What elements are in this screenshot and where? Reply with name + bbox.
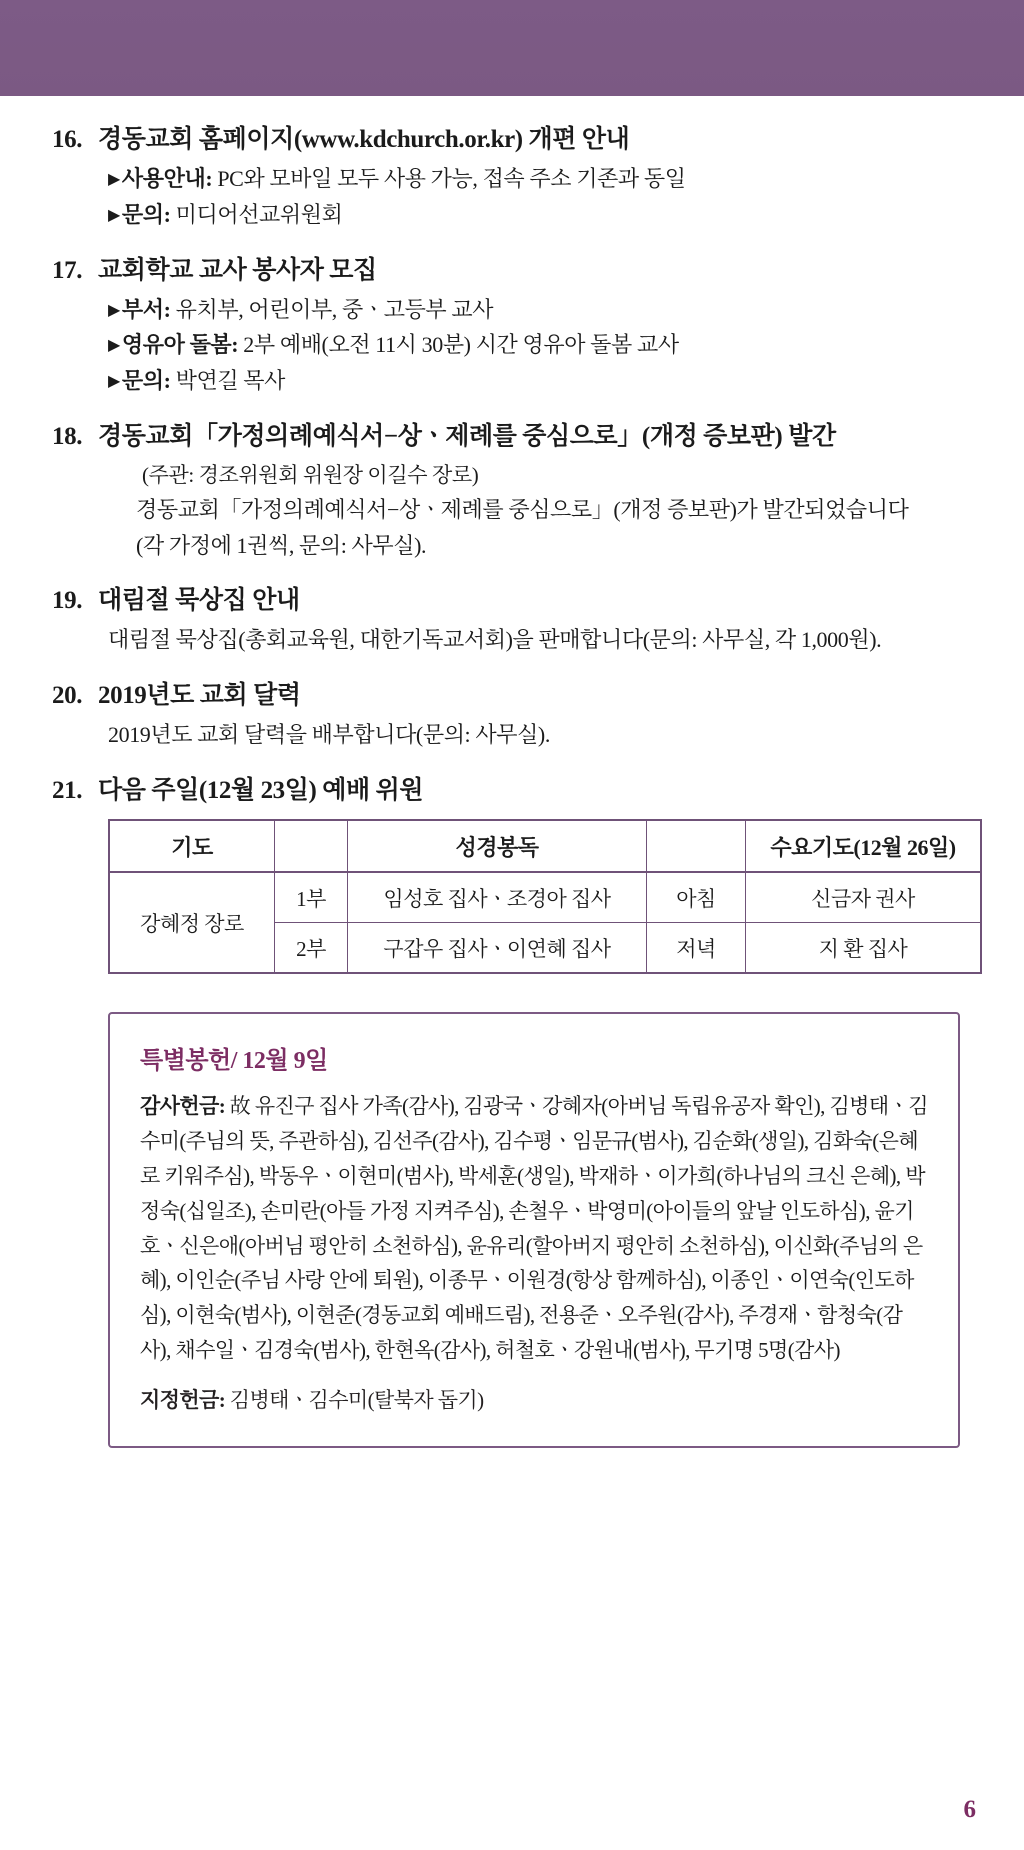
article-18-number: 18. bbox=[52, 422, 83, 450]
article-17-line-3-text: 박연길 목사 bbox=[170, 368, 286, 393]
article-18-organizer: (주관: 경조위원회 위원장 이길수 장로) bbox=[142, 462, 479, 487]
cell-service-1: 1부 bbox=[275, 872, 348, 923]
cell-person-1: 신금자 권사 bbox=[746, 872, 982, 923]
duty-table-head bbox=[109, 820, 981, 872]
table-row bbox=[109, 872, 981, 923]
article-16 bbox=[52, 122, 972, 233]
article-19-heading: 대림절 묵상집 안내 bbox=[98, 587, 300, 615]
header-spacer bbox=[275, 820, 348, 872]
article-20 bbox=[52, 678, 972, 753]
cell-prayer-name: 강혜정 장로 bbox=[109, 872, 275, 973]
offering-thanks bbox=[140, 1089, 928, 1368]
article-19 bbox=[52, 583, 972, 658]
article-19-title bbox=[52, 583, 972, 619]
cell-service-2: 2부 bbox=[275, 923, 348, 974]
article-20-heading: 2019년도 교회 달력 bbox=[98, 682, 301, 710]
duty-table-wrapper bbox=[108, 819, 964, 974]
article-16-line-2 bbox=[52, 197, 972, 233]
cell-person-2: 지 환 집사 bbox=[746, 923, 982, 974]
article-16-line-1-text: PC와 모바일 모두 사용 가능, 접속 주소 기존과 동일 bbox=[212, 166, 686, 192]
article-17-line-1-text: 유치부, 어린이부, 중ㆍ고등부 교사 bbox=[170, 296, 494, 322]
article-21 bbox=[52, 773, 972, 809]
header-wednesday-prayer: 수요기도(12월 26일) bbox=[746, 820, 982, 872]
article-16-title bbox=[52, 122, 972, 158]
header-band-fill bbox=[0, 0, 1024, 96]
article-16-line-2-text: 미디어선교위원회 bbox=[170, 201, 343, 227]
offering-title: 특별봉헌/ 12월 9일 bbox=[140, 1048, 328, 1075]
article-17-line-2 bbox=[52, 327, 972, 363]
article-20-number: 20. bbox=[52, 682, 83, 710]
article-18-body-2: (각 가정에 1권씩, 문의: 사무실). bbox=[136, 532, 427, 558]
offering-designated bbox=[140, 1384, 928, 1418]
article-18-heading: 경동교회「가정의례예식서−상ㆍ제례를 중심으로」(개정 증보판) 발간 bbox=[98, 422, 836, 450]
header-band bbox=[0, 0, 1024, 96]
article-17-number: 17. bbox=[52, 256, 83, 284]
article-17-heading: 교회학교 교사 봉사자 모집 bbox=[98, 256, 377, 284]
offering-thanks-text: 故 유진구 집사 가족(감사), 김광국ㆍ강혜자(아버님 독립유공자 확인), 김병태ㆍ김수미(주님의 뜻, 주관하심), 김선주(감사), 김수평ㆍ임문규(범사), 김순화(생일), 김화숙(은혜로 키워주심), 박동우ㆍ이현미(범사), 박세훈(생일), 박재하ㆍ이가희(하나님의 크신 은혜), 박정숙(십일조), 손미란(아들 가정 지켜주심), 손철우ㆍ박영미(아이들의 앞날 인도하심), 윤기호ㆍ신은애(아버님 평안히 소천하심), 윤유리(할아버지 평안히 소천하심), 이신화(주님의 은혜), 이인순(주님 사랑 안에 퇴원), 이종무ㆍ이원경(항상 함께하심), 이종인ㆍ이연숙(인도하심), 이현숙(범사), 이현준(경동교회 예배드림), 전용준ㆍ오주원(감사), 주경재ㆍ함청숙(감사), 채수일ㆍ김경숙(범사), 한현옥(감사), 허철호ㆍ강원내(범사), 무기명 5명(감사) bbox=[140, 1094, 928, 1363]
article-16-line-1 bbox=[52, 161, 972, 197]
article-18 bbox=[52, 419, 972, 564]
duty-table bbox=[108, 819, 982, 974]
page-content bbox=[52, 96, 972, 1448]
article-16-heading: 경동교회 홈페이지(www.kdchurch.or.kr) 개편 안내 bbox=[98, 126, 630, 153]
article-20-body: 2019년도 교회 달력을 배부합니다(문의: 사무실). bbox=[108, 722, 550, 748]
cell-time-2: 저녁 bbox=[647, 923, 746, 974]
cell-time-1: 아침 bbox=[647, 872, 746, 923]
article-17-title bbox=[52, 253, 972, 289]
article-17-line-1 bbox=[52, 292, 972, 328]
article-21-number: 21. bbox=[52, 776, 83, 804]
article-21-title bbox=[52, 773, 972, 809]
offering-designated-label: 지정헌금: bbox=[140, 1388, 226, 1413]
article-17-line-2-label: 영유아 돌봄: bbox=[121, 332, 239, 358]
article-17-line-3 bbox=[52, 363, 972, 399]
article-16-number: 16. bbox=[52, 126, 83, 153]
article-20-title bbox=[52, 678, 972, 714]
triangle-bullet-icon: ▶ bbox=[108, 337, 120, 355]
duty-table-body bbox=[109, 872, 981, 973]
article-17-line-1-label: 부서: bbox=[121, 296, 171, 322]
article-21-heading: 다음 주일(12월 23일) 예배 위원 bbox=[98, 776, 424, 804]
header-prayer: 기도 bbox=[109, 820, 275, 872]
article-16-line-2-label: 문의: bbox=[121, 201, 171, 227]
special-offering-box bbox=[108, 1012, 960, 1447]
article-17-line-2-text: 2부 예배(오전 11시 30분) 시간 영유아 돌봄 교사 bbox=[238, 332, 679, 358]
article-16-line-1-label: 사용안내: bbox=[121, 166, 213, 192]
article-18-body-1: 경동교회「가정의례예식서−상ㆍ제례를 중심으로」(개정 증보판)가 발간되었습니다 bbox=[136, 496, 909, 522]
triangle-bullet-icon: ▶ bbox=[108, 206, 120, 224]
triangle-bullet-icon: ▶ bbox=[108, 373, 120, 390]
article-19-body: 대림절 묵상집(총회교육원, 대한기독교서회)을 판매합니다(문의: 사무실, 각 1,000원). bbox=[108, 627, 882, 653]
page-number: 6 bbox=[963, 1796, 976, 1823]
triangle-bullet-icon: ▶ bbox=[108, 301, 120, 319]
article-17 bbox=[52, 253, 972, 399]
table-header-row bbox=[109, 820, 981, 872]
offering-thanks-label: 감사헌금: bbox=[140, 1094, 226, 1119]
cell-readers-2: 구갑우 집사ㆍ이연혜 집사 bbox=[348, 923, 647, 974]
article-17-line-3-label: 문의: bbox=[121, 368, 171, 393]
header-scripture: 성경봉독 bbox=[348, 820, 647, 872]
bulletin-page bbox=[0, 96, 1024, 1850]
header-spacer-2 bbox=[647, 820, 746, 872]
article-19-number: 19. bbox=[52, 587, 83, 615]
cell-readers-1: 임성호 집사ㆍ조경아 집사 bbox=[348, 872, 647, 923]
offering-designated-text: 김병태ㆍ김수미(탈북자 돕기) bbox=[225, 1388, 484, 1413]
article-18-title bbox=[52, 419, 972, 455]
triangle-bullet-icon: ▶ bbox=[108, 171, 120, 189]
